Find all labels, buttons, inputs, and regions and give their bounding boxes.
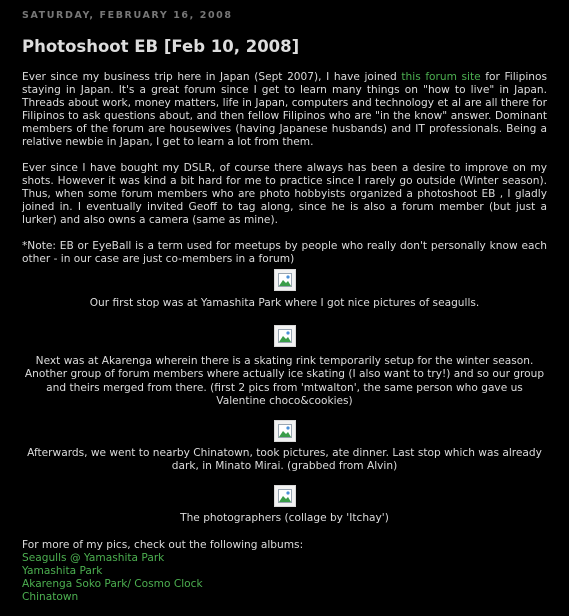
broken-image-icon (278, 329, 292, 343)
caption-chinatown: Afterwards, we went to nearby Chinatown, took pictures, ate dinner. Last stop which was already dark, in Minato Mirai. (grabbed from Alvin) (27, 446, 542, 472)
post-body (22, 71, 547, 604)
broken-image-icon (278, 489, 292, 503)
broken-image-icon (278, 424, 292, 438)
eb-note: *Note: EB or EyeBall is a term used for meetups by people who really don't personally know each other - in our case are just co-members in a forum) (22, 240, 547, 266)
forum-site-link[interactable]: this forum site (401, 71, 481, 83)
broken-image-photographers[interactable] (274, 485, 296, 507)
albums-section (22, 539, 547, 604)
caption-photographers: The photographers (collage by 'Itchay') (180, 511, 389, 524)
broken-image-akarenga[interactable] (274, 325, 296, 347)
album-link-chinatown[interactable]: Chinatown (22, 591, 79, 604)
caption-akarenga: Next was at Akarenga wherein there is a skating rink temporarily setup for the winter season. Another group of forum members where actually ice skating (I also want to try!) and so our group and theirs merged from there. (first 2 pics from 'mtwalton', the same person who gave us Valentine choco&cookies) (24, 355, 545, 407)
broken-image-seagulls[interactable] (274, 269, 296, 291)
intro-text-1: Ever since my business trip here in Japan (Sept 2007), I have joined (22, 71, 402, 83)
broken-image-icon (278, 273, 292, 287)
intro-text-2: for Filipinos staying in Japan. It's a great forum since I get to learn many things on "how to live" in Japan. Threads about work, money matters, life in Japan, computers and technology et al are all there for Filipinos to ask questions about, and then fellow Filipinos who are "in the know" answer. Dominant members of the forum are housewives (having Japanese husbands) and IT professionals. Being a relative newbie in Japan, I get to learn a lot from them. (22, 71, 547, 149)
album-link-seagulls[interactable]: Seagulls @ Yamashita Park (22, 552, 165, 565)
caption-yamashita: Our first stop was at Yamashita Park where I got nice pictures of seagulls. (89, 297, 480, 310)
dslr-paragraph: Ever since I have bought my DSLR, of course there always has been a desire to improve on my shots. However it was kind a bit hard for me to practice since I rarely go outside (Winter season). Thus, when some forum members who are photo hobbyists organized a photoshoot EB , I gladly joined in. I eventually invited Geoff to tag along, since he is also a forum member (but just a lurker) and also owns a camera (same as mine). (22, 162, 547, 227)
broken-image-chinatown[interactable] (274, 420, 296, 442)
post-title[interactable]: Photoshoot EB [Feb 10, 2008] (22, 37, 300, 56)
intro-paragraph (22, 71, 547, 150)
album-link-yamashita[interactable]: Yamashita Park (22, 565, 103, 578)
albums-intro: For more of my pics, check out the following albums: (22, 538, 304, 551)
albums-list (22, 552, 547, 604)
date-header: SATURDAY, FEBRUARY 16, 2008 (22, 10, 233, 21)
album-link-akarenga[interactable]: Akarenga Soko Park/ Cosmo Clock (22, 578, 203, 591)
